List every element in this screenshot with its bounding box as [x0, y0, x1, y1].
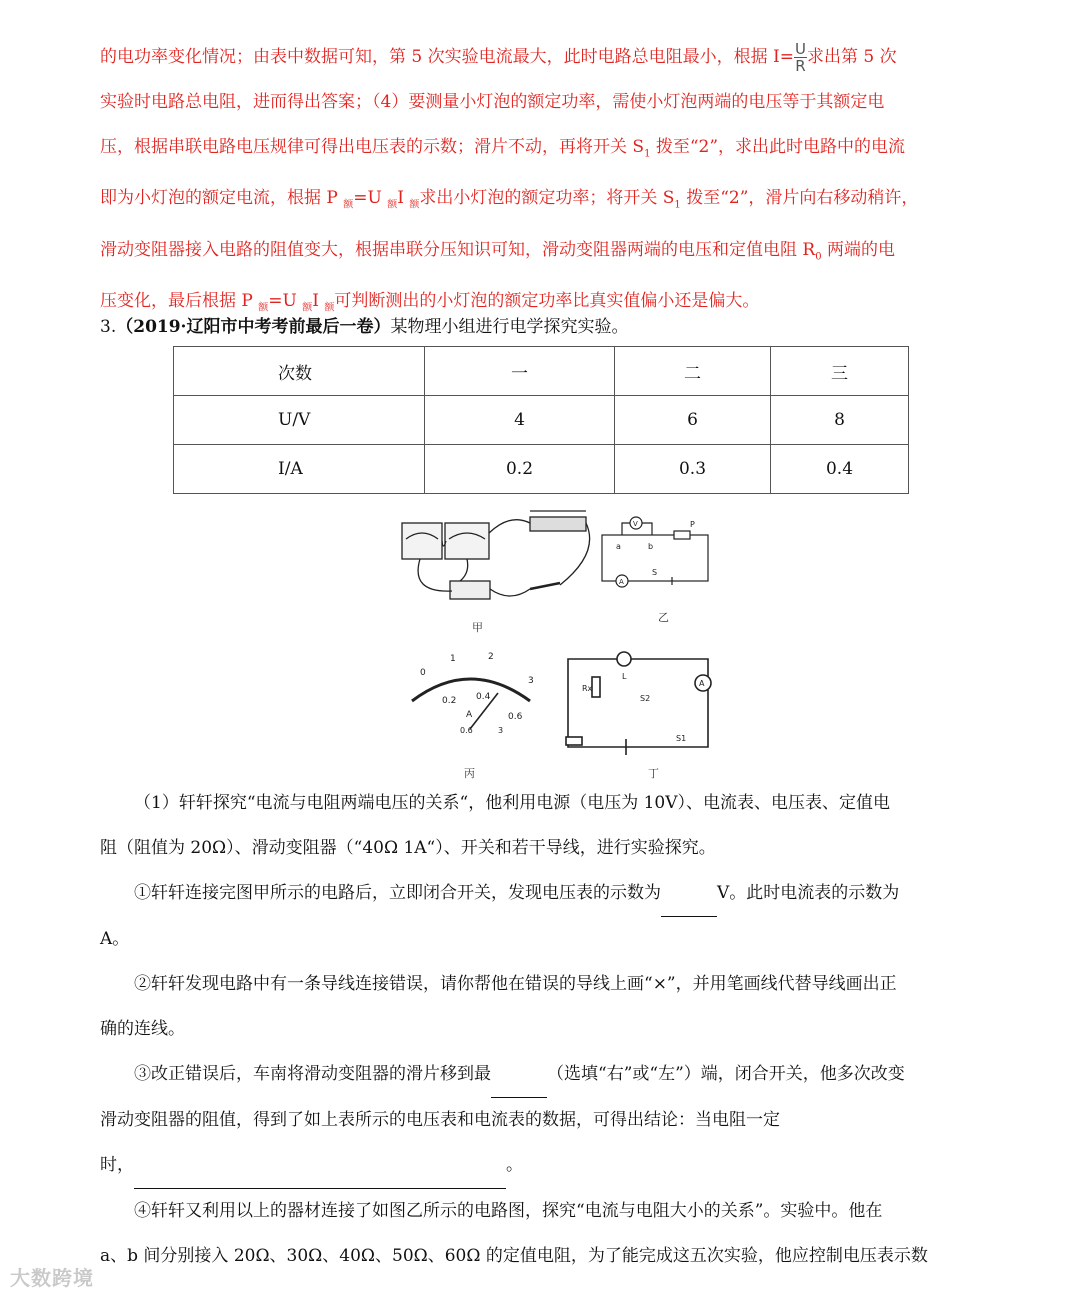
subq-4-line-1: ④轩轩又利用以上的器材连接了如图乙所示的电路图，探究“电流与电阻大小的关系”。实验中。他在: [134, 1201, 883, 1221]
solution-line-2: 实验时电路总电阻，进而得出答案；（4）要测量小灯泡的额定功率，需使小灯泡两端的电压等于其额定电: [100, 92, 885, 112]
table-cell: I/A: [174, 445, 425, 494]
question-source: （2019·辽阳市中考考前最后一卷）: [116, 317, 391, 337]
lamp-symbol: [617, 652, 631, 666]
scale2-0.6: 0.6: [508, 712, 523, 722]
subq-2-line-1: ②轩轩发现电路中有一条导线连接错误，请你帮他在错误的导线上画“×”，并用笔画线代替导线画出正: [134, 974, 897, 994]
scale-0: 0: [420, 668, 426, 678]
ammeter-label: A: [619, 578, 624, 586]
label-ding: 丁: [648, 767, 659, 780]
lamp-label: L: [622, 672, 627, 681]
ding-rheostat-symbol: [566, 737, 582, 745]
voltmeter-label: V: [633, 520, 638, 528]
solution-line-3: 压，根据串联电路电压规律可得出电压表的示数；滑片不动，再将开关 $S_1$ 拨至“2”，求出此时电路中的电流: [100, 137, 906, 160]
table-cell: 6: [615, 396, 771, 445]
figure-jia: [402, 511, 590, 634]
scale-2: 2: [488, 652, 494, 662]
subq-2-line-2: 确的连线。: [100, 1019, 185, 1039]
ammeter-device: [402, 523, 442, 559]
question-number: 3.: [100, 317, 117, 337]
figure-svg: [390, 493, 730, 783]
figure-yi: [602, 517, 708, 624]
table-cell: U/V: [174, 396, 425, 445]
table-cell: 0.4: [771, 445, 909, 494]
resistor-box: [450, 581, 490, 599]
answer-blank[interactable]: [491, 1052, 547, 1098]
table-cell: 0.2: [425, 445, 615, 494]
table-cell: 8: [771, 396, 909, 445]
part-1-line-2: 阻（阻值为 20Ω）、滑动变阻器（“40Ω 1A“）、开关和若干导线，进行实验探究。: [100, 838, 716, 858]
solution-line-6: 压变化，最后根据 P $_额$=U $_额$I $_额$可判断测出的小灯泡的额定功率比真实值偏小还是偏大。: [100, 291, 760, 314]
question-body: [100, 781, 982, 1279]
subq-3-line-3: 时， 。: [100, 1143, 982, 1189]
terminal-a-label: a: [616, 542, 621, 551]
meter-unit: A: [466, 710, 473, 720]
solution-paragraph: [100, 35, 982, 331]
terminal-b-label: b: [648, 542, 654, 551]
terminal-06: 0.6: [460, 726, 473, 735]
subq-3-line-2: 滑动变阻器的阻值，得到了如上表所示的电压表和电流表的数据，可得出结论：当电阻一定: [100, 1110, 780, 1130]
watermark: 大数跨境: [10, 1266, 94, 1290]
table-header-cell: 三: [771, 347, 909, 396]
rx-label: Rx: [582, 684, 593, 693]
figure-ding: [566, 652, 711, 780]
figure-bing: [412, 652, 534, 780]
meter-arc: [412, 679, 530, 701]
table-header-cell: 二: [615, 347, 771, 396]
table-row: [174, 445, 909, 494]
label-jia: 甲: [472, 621, 483, 634]
answer-blank[interactable]: [661, 871, 717, 917]
scale-1: 1: [450, 654, 456, 664]
fraction-u-over-r: $\frac{U}{R}$: [795, 40, 806, 75]
terminal-3: 3: [498, 726, 504, 735]
data-table: [173, 346, 909, 494]
table-row: [174, 396, 909, 445]
rheostat-device: [530, 517, 586, 531]
scale2-0.4: 0.4: [476, 692, 491, 702]
rx-symbol: [592, 677, 600, 697]
scale-3: 3: [528, 676, 534, 686]
table-header-cell: 一: [425, 347, 615, 396]
table-cell: 0.3: [615, 445, 771, 494]
subq-1-line-1: ①轩轩连接完图甲所示的电路后，立即闭合开关，发现电压表的示数为 V。此时电流表的示数为: [100, 871, 982, 917]
s1-label: S1: [676, 734, 687, 743]
rheostat-symbol: [674, 531, 690, 539]
subq-4-line-2: a、b 间分别接入 20Ω、30Ω、40Ω、50Ω、60Ω 的定值电阻，为了能完成这五次实验，他应控制电压表示数: [100, 1246, 928, 1266]
circuit-ding-frame: [568, 659, 708, 747]
solution-line-5: 滑动变阻器接入电路的阻值变大，根据串联分压知识可知，滑动变阻器两端的电压和定值电阻 $R_0$ 两端的电: [100, 239, 895, 263]
slider-label: P: [690, 520, 695, 529]
circuit-figures: [390, 493, 730, 783]
solution-line-1: 的电功率变化情况；由表中数据可知，第 5 次实验电流最大，此时电路总电阻最小，根据 I= $\frac{U}{R}$ 求出第 5 次: [100, 40, 897, 75]
table-cell: 4: [425, 396, 615, 445]
label-bing: 丙: [464, 767, 475, 780]
switch-label: S: [652, 568, 658, 577]
label-yi: 乙: [658, 611, 669, 624]
solution-line-4: 即为小灯泡的额定电流，根据 P $_额$=U $_额$I $_额$求出小灯泡的额定功率；将开关 $S_1$ 拨至“2”，滑片向右移动稍许，: [100, 188, 919, 211]
s2-label: S2: [640, 694, 651, 703]
voltmeter-device: [445, 523, 489, 559]
scale2-0.2: 0.2: [442, 696, 457, 706]
question-intro: 某物理小组进行电学探究实验。: [390, 317, 629, 337]
table-header-row: [174, 347, 909, 396]
subq-1-line-2: A。: [100, 929, 130, 949]
switch-device: [530, 583, 560, 589]
ding-ammeter-label: A: [699, 679, 705, 688]
subq-3-line-1: ③改正错误后，车南将滑动变阻器的滑片移到最 （选填“右”或“左”）端，闭合开关，他多次改变: [100, 1052, 982, 1098]
question-3-heading: [100, 312, 628, 337]
table-header-cell: 次数: [174, 347, 425, 396]
part-1-line-1: （1）轩轩探究“电流与电阻两端电压的关系“，他利用电源（电压为 10V）、电流表、电压表、定值电: [134, 793, 891, 813]
answer-blank[interactable]: [134, 1143, 506, 1189]
